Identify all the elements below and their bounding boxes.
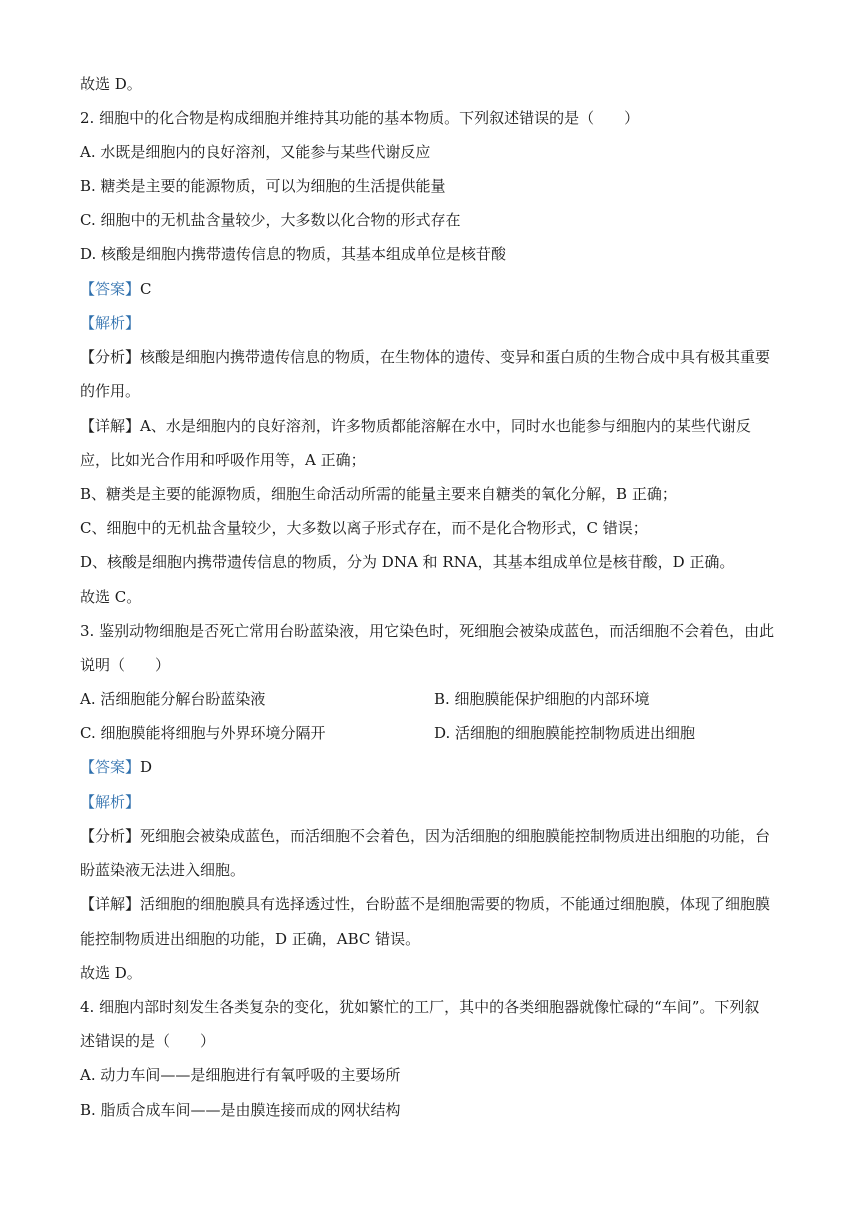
text-line: B、糖类是主要的能源物质，细胞生命活动所需的能量主要来自糖类的氧化分解，B 正确；: [80, 485, 677, 503]
option-d: D. 核酸是细胞内携带遗传信息的物质，其基本组成单位是核苷酸: [80, 245, 507, 263]
analysis-line: 【分析】死细胞会被染成蓝色，而活细胞不会着色，因为活细胞的细胞膜能控制物质进出细胞的功能，台: [80, 827, 771, 845]
option-c: C. 细胞中的无机盐含量较少，大多数以化合物的形式存在: [80, 211, 461, 229]
option-c: C. 细胞膜能将细胞与外界环境分隔开: [80, 724, 326, 742]
analysis-heading: [80, 792, 140, 812]
text-line: 故选 C。: [80, 588, 142, 606]
question-3-stem: 3. 鉴别动物细胞是否死亡常用台盼蓝染液，用它染色时，死细胞会被染成蓝色，而活细胞不会着色，由此: [80, 622, 775, 640]
question-4-stem: 4. 细胞内部时刻发生各类复杂的变化，犹如繁忙的工厂，其中的各类细胞器就像忙碌的“车间”。下列叙: [80, 998, 760, 1016]
text-line: 述错误的是（ ）: [80, 1032, 216, 1050]
option-a: A. 水既是细胞内的良好溶剂，又能参与某些代谢反应: [80, 143, 431, 161]
text-line: 盼蓝染液无法进入细胞。: [80, 861, 246, 879]
option-b: B. 脂质合成车间——是由膜连接而成的网状结构: [80, 1101, 401, 1119]
answer-line: 【答案】D: [80, 758, 153, 776]
text-line: 的作用。: [80, 382, 141, 400]
text-line: 能控制物质进出细胞的功能，D 正确，ABC 错误。: [80, 930, 421, 948]
analysis-line: 【分析】核酸是细胞内携带遗传信息的物质，在生物体的遗传、变异和蛋白质的生物合成中具有极其重要: [80, 348, 771, 366]
detail-line: 【详解】A、水是细胞内的良好溶剂，许多物质都能溶解在水中，同时水也能参与细胞内的某些代谢反: [80, 417, 751, 435]
option-a: A. 动力车间——是细胞进行有氧呼吸的主要场所: [80, 1066, 401, 1084]
analysis-tag: 【解析】: [80, 793, 141, 811]
question-2-stem: 2. 细胞中的化合物是构成细胞并维持其功能的基本物质。下列叙述错误的是（ ）: [80, 109, 640, 127]
analysis-heading: [80, 313, 140, 333]
option-b: B. 糖类是主要的能源物质，可以为细胞的生活提供能量: [80, 177, 446, 195]
fenxi-tag: 【分析】: [80, 827, 141, 845]
text-line: 说明（ ）: [80, 656, 171, 674]
answer-line: 【答案】C: [80, 280, 152, 298]
option-b: B. 细胞膜能保护细胞的内部环境: [434, 690, 650, 708]
text-line: 故选 D。: [80, 75, 142, 93]
analysis-tag: 【解析】: [80, 314, 141, 332]
option-a: A. 活细胞能分解台盼蓝染液: [80, 690, 266, 708]
answer-tag: 【答案】: [80, 758, 141, 776]
option-d: D. 活细胞的细胞膜能控制物质进出细胞: [434, 724, 696, 742]
answer-tag: 【答案】: [80, 280, 141, 298]
text-line: 故选 D。: [80, 964, 142, 982]
text-line: D、核酸是细胞内携带遗传信息的物质，分为 DNA 和 RNA，其基本组成单位是核苷酸，D 正确。: [80, 553, 735, 571]
detail-line: 【详解】活细胞的细胞膜具有选择透过性，台盼蓝不是细胞需要的物质，不能通过细胞膜，体现了细胞膜: [80, 895, 771, 913]
text-line: 应，比如光合作用和呼吸作用等，A 正确；: [80, 451, 366, 469]
xiangjie-tag: 【详解】: [80, 417, 141, 435]
xiangjie-tag: 【详解】: [80, 895, 141, 913]
fenxi-tag: 【分析】: [80, 348, 141, 366]
text-line: C、细胞中的无机盐含量较少，大多数以离子形式存在，而不是化合物形式，C 错误；: [80, 519, 648, 537]
